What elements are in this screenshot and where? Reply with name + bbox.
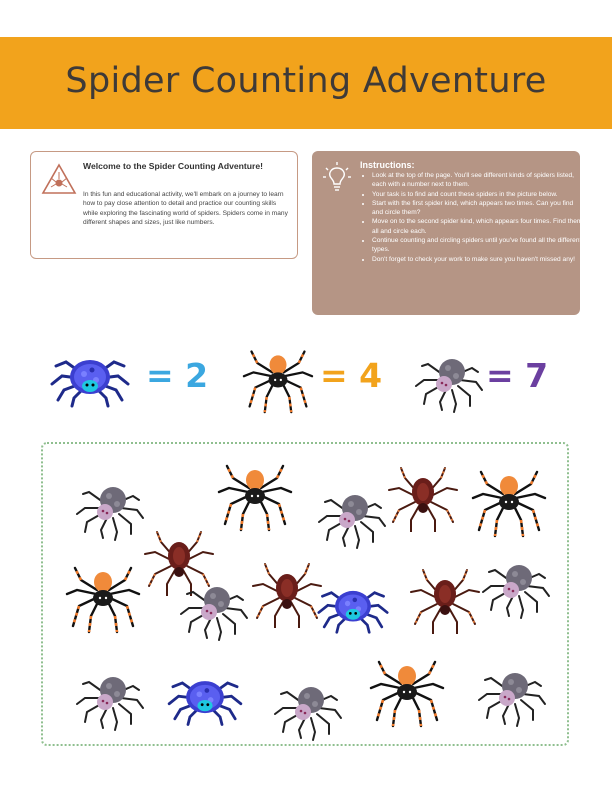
spider-legend bbox=[0, 344, 612, 414]
instruction-item: • Move on to the second spider kind, which appears four times. Find them all and circle each. bbox=[372, 217, 584, 236]
gray-spider-icon[interactable] bbox=[171, 572, 251, 642]
instructions-heading: Instructions: bbox=[360, 160, 415, 170]
orange-black-spider-icon[interactable] bbox=[215, 458, 295, 534]
gray-spider-icon[interactable] bbox=[469, 658, 549, 728]
gray-spider-icon[interactable] bbox=[309, 480, 389, 550]
blue-spider-icon bbox=[50, 344, 130, 414]
blue-spider-icon[interactable] bbox=[317, 576, 389, 640]
warning-spider-icon bbox=[39, 160, 79, 200]
welcome-box bbox=[30, 151, 298, 259]
gray-spider-icon[interactable] bbox=[473, 550, 553, 620]
gray-spider-icon[interactable] bbox=[67, 472, 147, 542]
instruction-item: • Start with the first spider kind, which appears two times. Can you find and circle them? bbox=[372, 199, 584, 218]
legend-count-orange: = 4 bbox=[320, 356, 383, 395]
title-banner bbox=[0, 37, 612, 129]
welcome-body: In this fun and educational activity, we'll embark on a journey to learn how to pay close attention to detail and practice our counting skills while exploring the fascinating world of spiders. Spiders come in many different shapes and sizes, just like numbers. bbox=[83, 191, 288, 226]
instructions-panel bbox=[312, 151, 583, 315]
instruction-item: • Look at the top of the page. You'll see different kinds of spiders listed, each with a number next to them. bbox=[372, 171, 584, 190]
orange-black-spider-icon[interactable] bbox=[467, 464, 551, 540]
instruction-item: • Don't forget to check your work to make sure you haven't missed any! bbox=[372, 255, 584, 264]
orange-black-spider-icon[interactable] bbox=[367, 654, 447, 730]
lightbulb-icon bbox=[320, 160, 354, 194]
welcome-heading: Welcome to the Spider Counting Adventure! bbox=[83, 161, 263, 171]
page-title: Spider Counting Adventure bbox=[65, 61, 547, 101]
instruction-item: • Continue counting and circling spiders until you've found all the different types. bbox=[372, 236, 584, 255]
orange-black-spider-icon[interactable] bbox=[63, 560, 143, 636]
brown-spider-icon[interactable] bbox=[383, 462, 463, 532]
legend-count-gray: = 7 bbox=[486, 356, 549, 395]
instructions-list bbox=[360, 171, 584, 264]
brown-spider-icon[interactable] bbox=[247, 558, 327, 628]
blue-spider-icon[interactable] bbox=[167, 666, 243, 732]
orange-black-spider-icon bbox=[238, 344, 318, 414]
legend-count-blue: = 2 bbox=[146, 356, 209, 395]
gray-spider-icon bbox=[406, 344, 486, 414]
gray-spider-icon[interactable] bbox=[67, 662, 147, 732]
spider-search-area bbox=[41, 442, 569, 746]
gray-spider-icon[interactable] bbox=[265, 672, 345, 742]
instruction-item: • Your task is to find and count these spiders in the picture below. bbox=[372, 190, 584, 199]
